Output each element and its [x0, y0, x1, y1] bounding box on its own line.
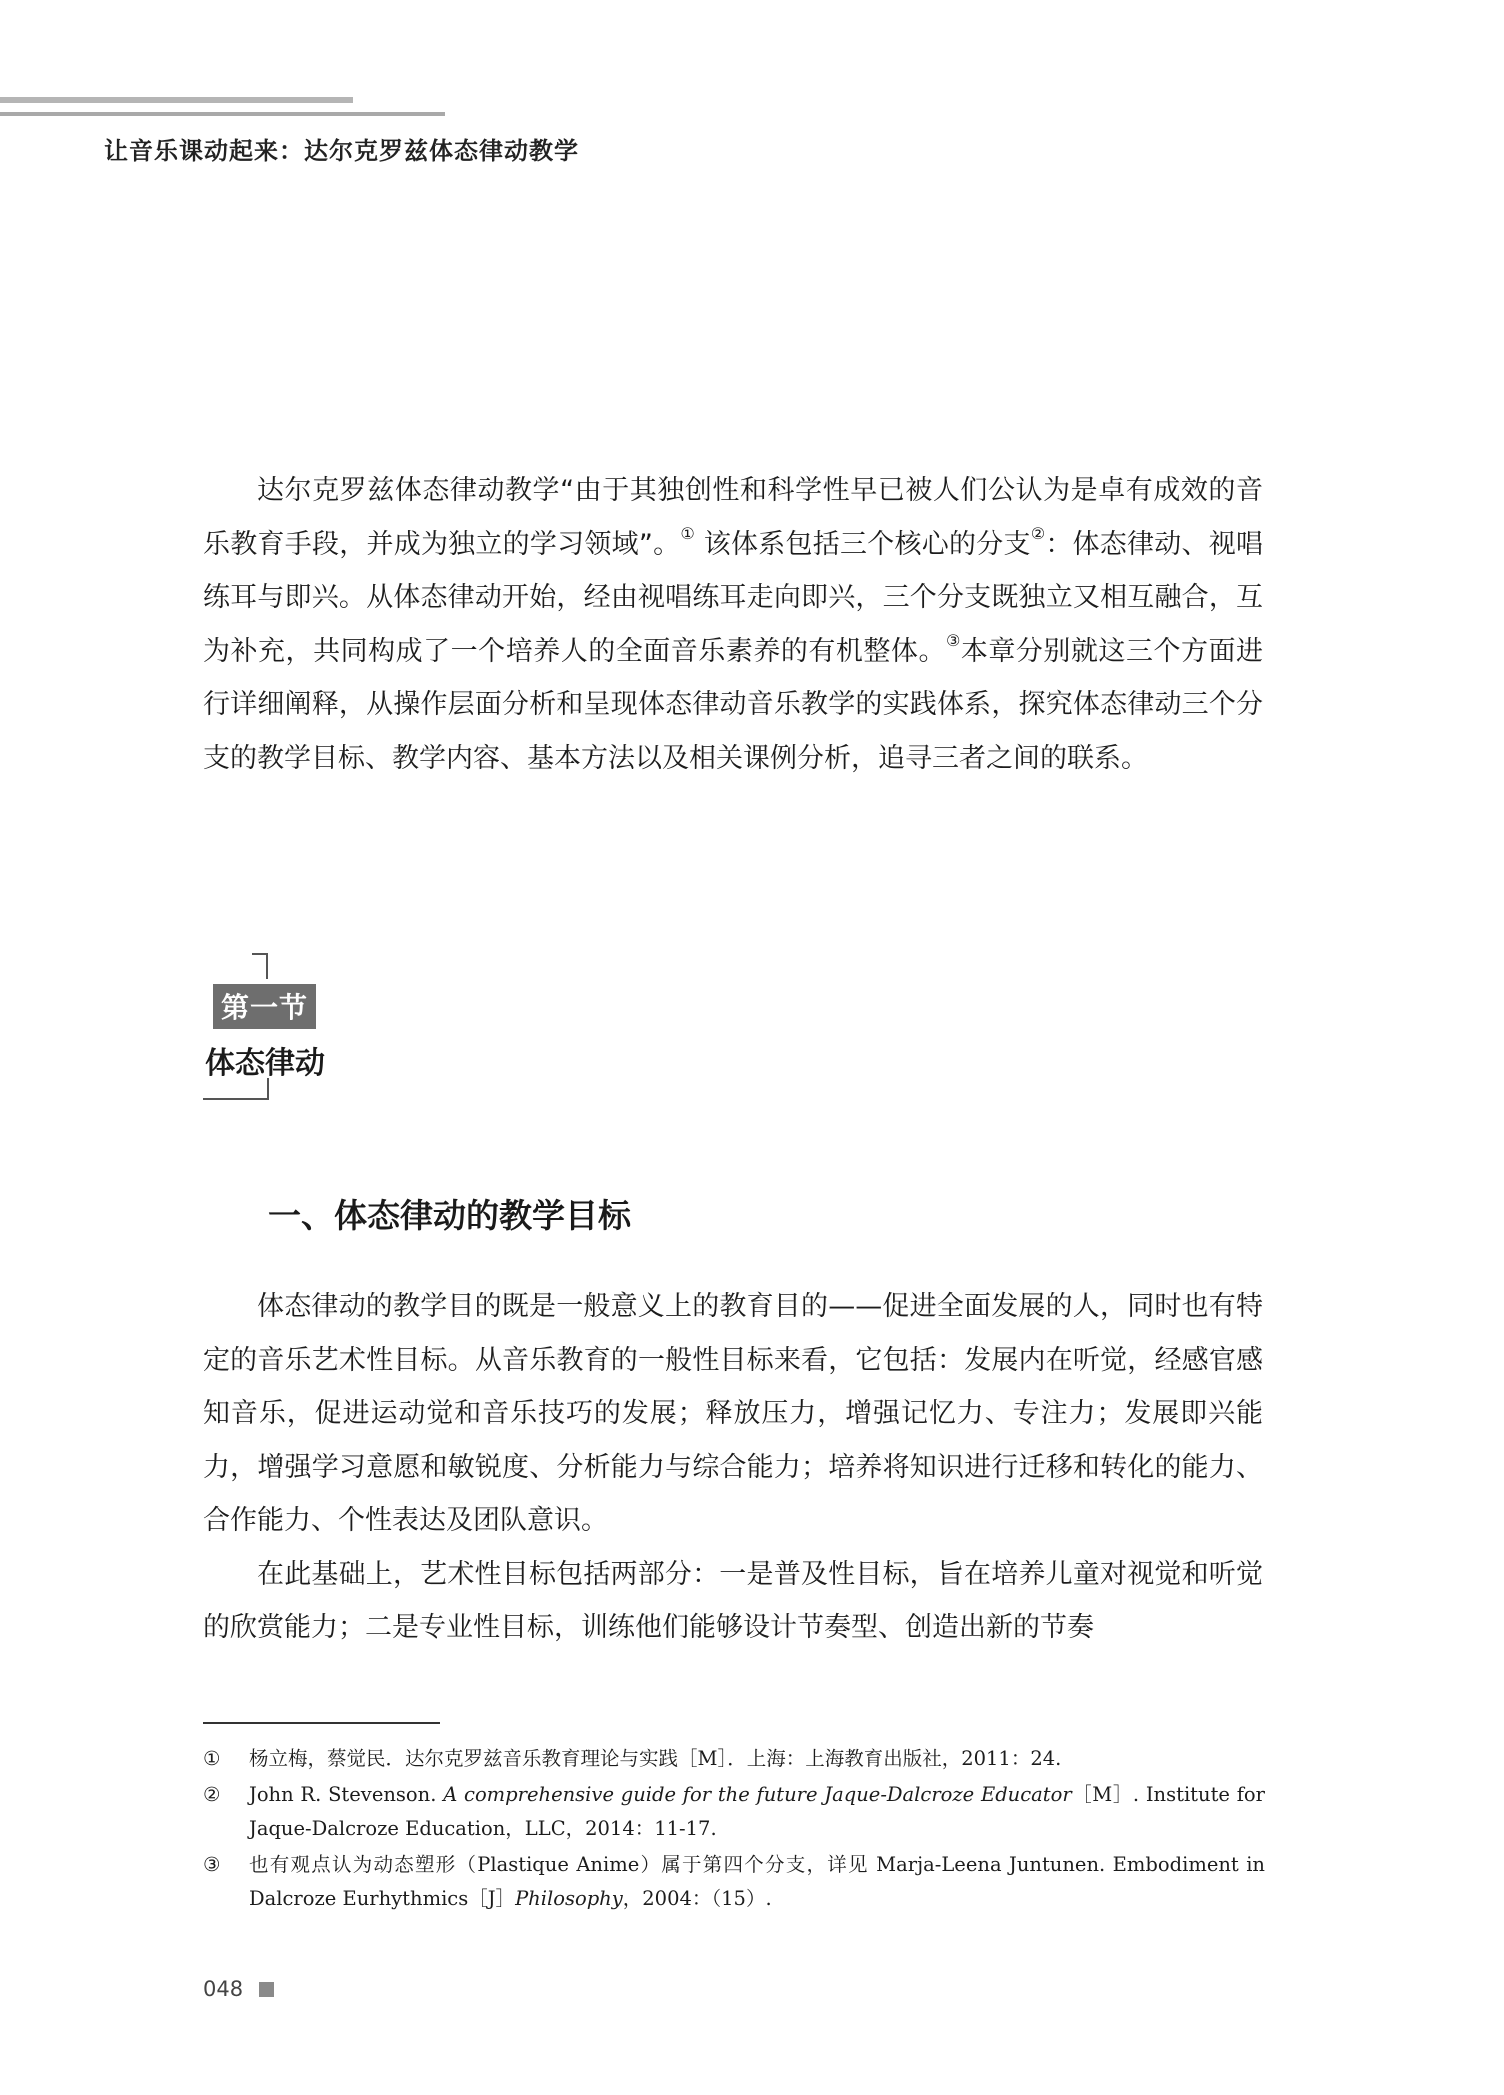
footnotes: [203, 1742, 1265, 1918]
footnote-ref-3[interactable]: ③: [945, 630, 961, 650]
body-paragraph-2: 在此基础上，艺术性目标包括两部分：一是普及性目标，旨在培养儿童对视觉和听觉的欣赏能力；二是专业性目标，训练他们能够设计节奏型、创造出新的节奏: [203, 1558, 1263, 1643]
footnote-1: [203, 1742, 1265, 1776]
footnote-2: [203, 1778, 1265, 1846]
footnote-text: [249, 1848, 1265, 1916]
page-number: 048: [203, 1977, 244, 2001]
footnote-text-a: John R. Stevenson.: [249, 1783, 444, 1806]
footnote-mark: ①: [203, 1747, 221, 1770]
footnote-text-b: ，2004：（15）.: [622, 1887, 772, 1910]
footnote-text: [249, 1742, 1265, 1776]
footnote-text-italic: A comprehensive guide for the future Jaque-Dalcroze Educator: [443, 1783, 1072, 1806]
running-title: 让音乐课动起来：达尔克罗兹体态律动教学: [104, 137, 579, 165]
footnote-text-italic: Philosophy: [515, 1887, 623, 1910]
footnote-ref-2[interactable]: ②: [1030, 523, 1046, 543]
page-marker-square: [259, 1982, 274, 1997]
footnote-separator: [203, 1722, 440, 1724]
footnote-mark: ③: [203, 1853, 221, 1876]
footnote-ref-1[interactable]: ①: [680, 523, 695, 543]
header-rule-thick: [0, 97, 353, 103]
intro-text-d: 本章分别就这三个方面进行详细阐释，从操作层面分析和呈现体态律动音乐教学的实践体系，探究体态律动三个分支的教学目标、教学内容、基本方法以及相关课例分析，追寻三者之间的联系。: [203, 635, 1264, 774]
body-paragraph-block: [203, 1280, 1263, 1655]
section-bracket-top: [252, 953, 268, 979]
header-rule-thin: [0, 112, 445, 116]
page-footer: [203, 1977, 274, 2001]
intro-text-b: 该体系包括三个核心的分支: [694, 528, 1031, 560]
intro-paragraph: [203, 464, 1263, 785]
section-title: 体态律动: [205, 1046, 325, 1081]
body-paragraph-1: 体态律动的教学目的既是一般意义上的教育目的——促进全面发展的人，同时也有特定的音乐艺术性目标。从音乐教育的一般性目标来看，它包括：发展内在听觉，经感官感知音乐，促进运动觉和音乐技巧的发展；释放压力，增强记忆力、专注力；发展即兴能力，增强学习意愿和敏锐度、分析能力与综合能力；培养将知识进行迁移和转化的能力、合作能力、个性表达及团队意识。: [203, 1291, 1263, 1536]
footnote-mark: ②: [203, 1783, 221, 1806]
section-label: 第一节: [213, 984, 316, 1029]
subsection-heading: 一、体态律动的教学目标: [268, 1196, 631, 1235]
footnote-text-a: 也有观点认为动态塑形（Plastique Anime）属于第四个分支，详见 Marja-Leena Juntunen. Embodiment in Dalcroze Eurhythmics［J］: [249, 1853, 1265, 1910]
intro-text-a: 达尔克罗兹体态律动教学“由于其独创性和科学性早已被人们公认为是卓有成效的音乐教育手段，并成为独立的学习领域”。: [203, 475, 1263, 560]
footnote-text-a: 杨立梅，蔡觉民．达尔克罗兹音乐教育理论与实践［M］．上海：上海教育出版社，2011：24.: [249, 1747, 1062, 1770]
footnote-3: [203, 1848, 1265, 1916]
intro-paragraph-block: [203, 464, 1263, 785]
section-bracket-bottom: [203, 1078, 269, 1100]
footnote-text-b: ［M］. Institute for Jaque-Dalcroze Education，LLC，2014：11-17.: [249, 1783, 1265, 1840]
footnote-text: [249, 1778, 1265, 1846]
intro-text-c: ：体态律动、视唱练耳与即兴。从体态律动开始，经由视唱练耳走向即兴，三个分支既独立又相互融合，互为补充，共同构成了一个培养人的全面音乐素养的有机整体。: [203, 528, 1264, 667]
